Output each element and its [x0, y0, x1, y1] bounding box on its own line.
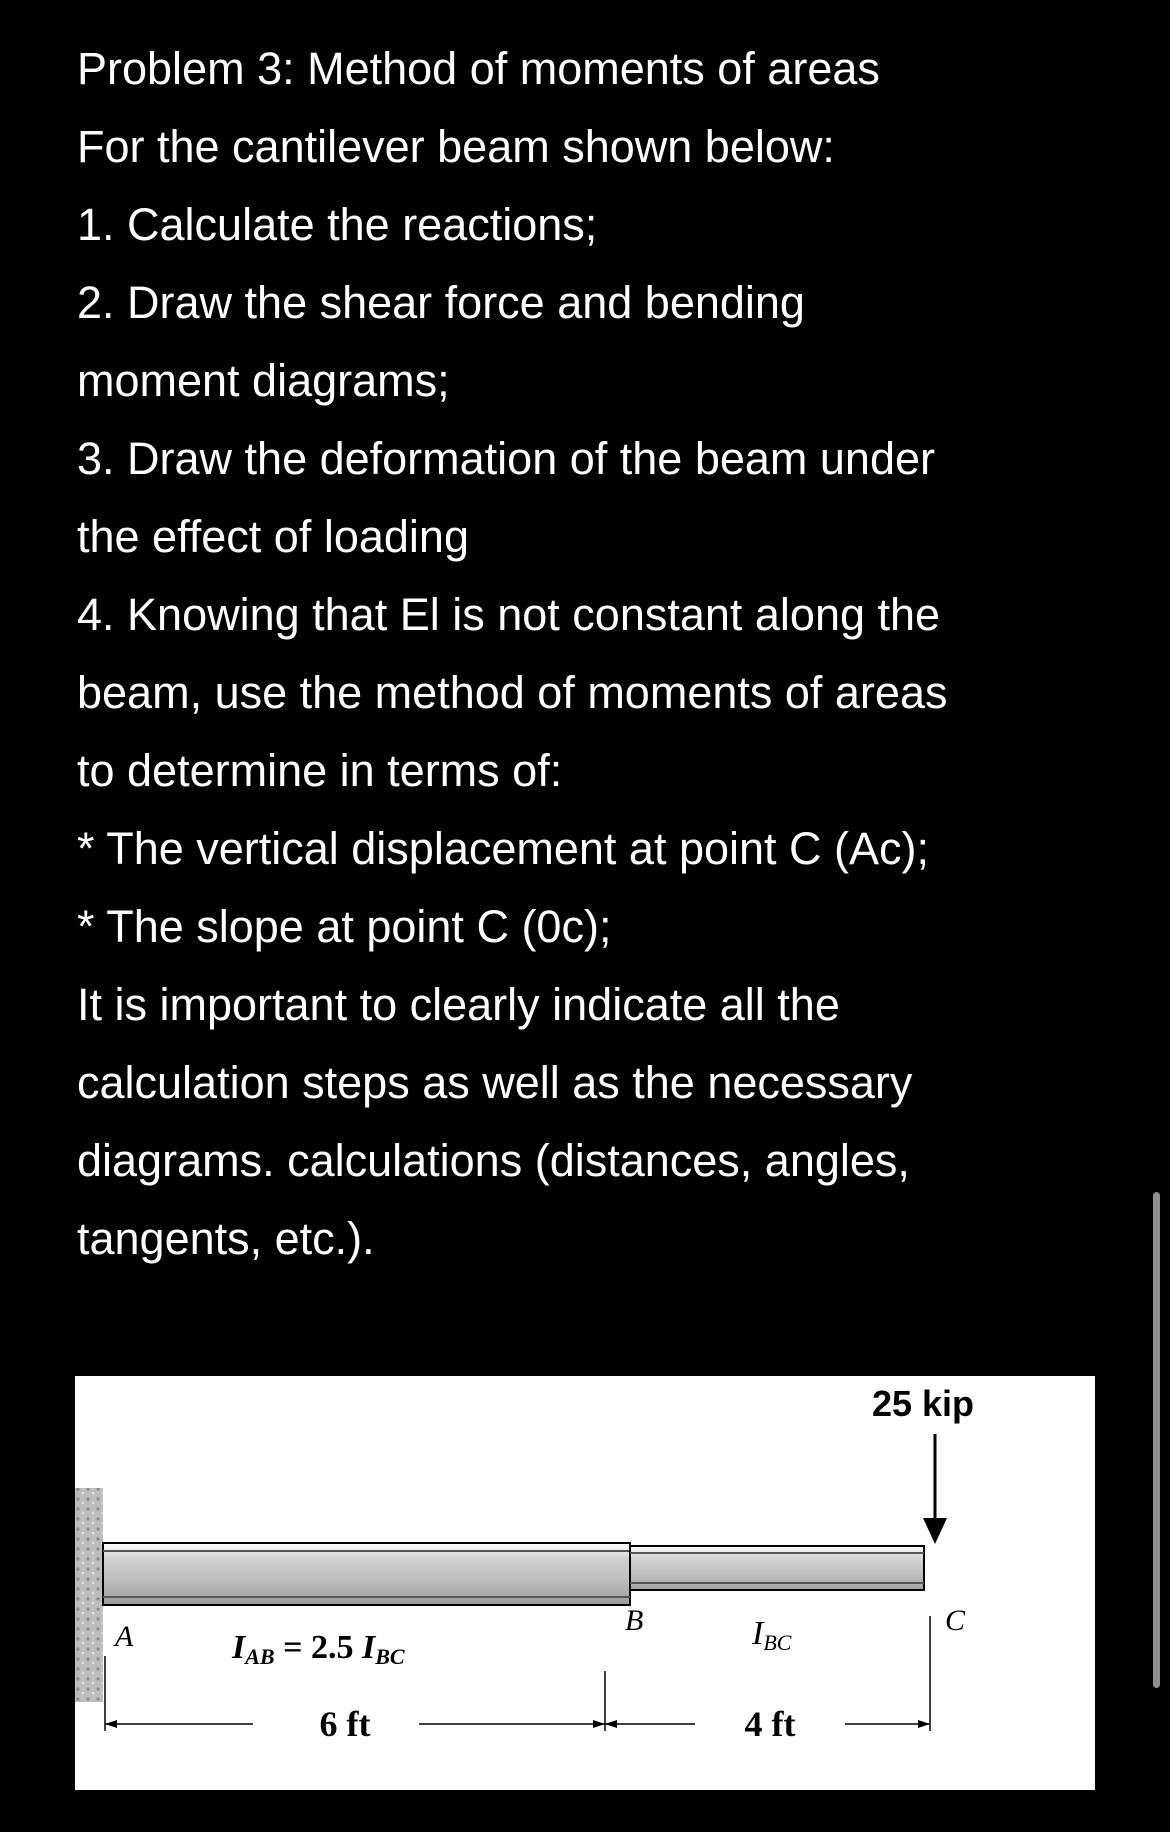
point-c-label: C [945, 1604, 966, 1637]
task-4: 4. Knowing that El is not constant along the [77, 589, 941, 640]
inertia-ab-label: IAB = 2.5 IBC [232, 1629, 405, 1669]
task-3: 3. Draw the deformation of the beam under [77, 433, 935, 484]
load-arrow-head [923, 1518, 947, 1544]
problem-line: For the cantilever beam shown below: [77, 121, 835, 172]
point-a-label: A [115, 1620, 134, 1653]
length-ab-label: 6 ft [319, 1704, 371, 1744]
task-4-cont: beam, use the method of moments of areas [77, 667, 948, 718]
beam-figure [75, 1376, 1095, 1790]
note-line: tangents, etc.). [77, 1213, 375, 1264]
task-1: 1. Calculate the reactions; [77, 199, 598, 250]
length-bc-label: 4 ft [744, 1704, 796, 1744]
task-4-bullet-displacement: * The vertical displacement at point C (Ac); [77, 823, 930, 874]
problem-title: Problem 3: Method of moments of areas [77, 43, 880, 94]
task-2: 2. Draw the shear force and bending [77, 277, 805, 328]
inertia-bc-label: IBC [752, 1615, 792, 1655]
task-4-bullet-slope: * The slope at point C (0c); [77, 901, 612, 952]
dimension-arrow-ab-left [105, 1720, 117, 1728]
dimension-arrow-ab-right [593, 1720, 605, 1728]
note-line: It is important to clearly indicate all the [77, 979, 840, 1030]
task-2-cont: moment diagrams; [77, 355, 450, 406]
dimension-arrow-bc-right [918, 1720, 930, 1728]
task-3-cont: the effect of loading [77, 511, 469, 562]
point-b-label: B [625, 1604, 644, 1637]
note-line: calculation steps as well as the necessary [77, 1057, 913, 1108]
dimension-arrow-bc-left [605, 1720, 617, 1728]
beam-segment-ab [103, 1543, 630, 1605]
load-label: 25 kip [871, 1383, 975, 1424]
fixed-support-wall [75, 1488, 103, 1702]
task-4-cont: to determine in terms of: [77, 745, 563, 796]
problem-statement [77, 30, 1097, 1278]
beam-diagram [75, 1376, 1095, 1790]
scrollbar[interactable] [1153, 1192, 1160, 1688]
note-line: diagrams. calculations (distances, angles, [77, 1135, 910, 1186]
